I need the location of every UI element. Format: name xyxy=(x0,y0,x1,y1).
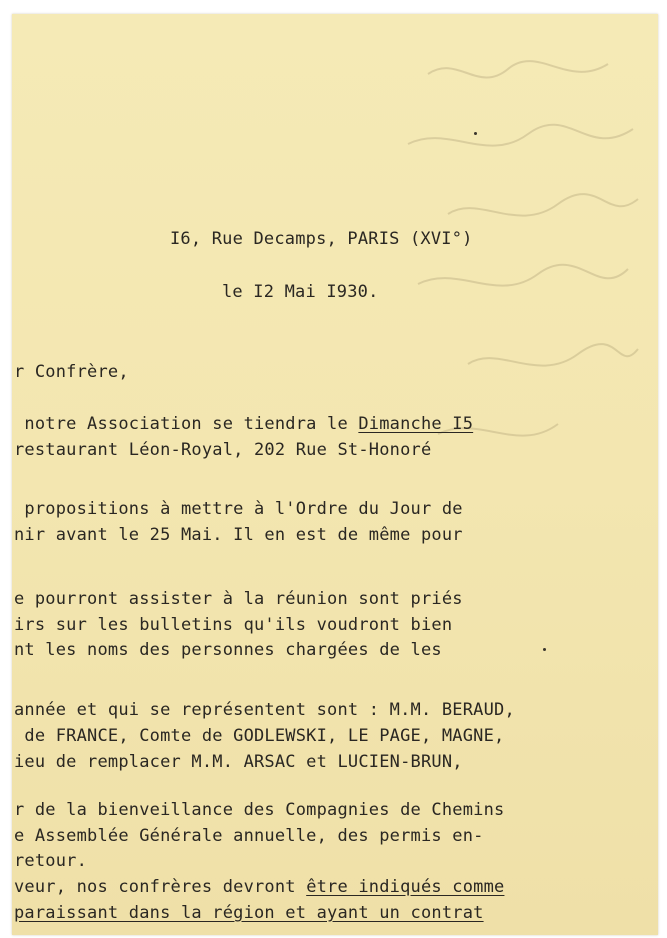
ink-speck xyxy=(543,648,546,651)
paragraph-4-line-3: ieu de remplacer M.M. ARSAC et LUCIEN-BRUN, xyxy=(14,752,463,772)
paragraph-5-line-1: r de la bienveillance des Compagnies de Chemins xyxy=(14,800,505,820)
paragraph-5-line-2: e Assemblée Générale annuelle, des permis en- xyxy=(14,826,484,846)
sender-address: I6, Rue Decamps, PARIS (XVI°) xyxy=(170,229,473,249)
paragraph-3-line-3: nt les noms des personnes chargées de les xyxy=(14,640,442,660)
underlined-phrase-1: être indiqués comme xyxy=(306,877,505,897)
paragraph-4-line-1: année et qui se représentent sont : M.M. BERAUD, xyxy=(14,700,515,720)
meeting-date-underlined: Dimanche I5 xyxy=(358,414,474,434)
paragraph-1-line-1 xyxy=(14,414,473,434)
salutation: r Confrère, xyxy=(14,362,129,382)
paragraph-5-line-5 xyxy=(14,903,484,923)
paragraph-5-line-4-text: veur, nos confrères devront xyxy=(14,877,307,897)
paragraph-2-line-1: propositions à mettre à l'Ordre du Jour de xyxy=(14,499,463,519)
paragraph-3-line-2: irs sur les bulletins qu'ils voudront bien xyxy=(14,615,453,635)
underlined-phrase-2: paraissant dans la région et ayant un contrat xyxy=(14,903,484,923)
paragraph-4-line-2: de FRANCE, Comte de GODLEWSKI, LE PAGE, MAGNE, xyxy=(14,726,505,746)
paragraph-2-line-2: nir avant le 25 Mai. Il en est de même pour xyxy=(14,525,463,545)
paragraph-1-line-1-text: notre Association se tiendra le xyxy=(14,414,359,434)
letter-date: le I2 Mai I930. xyxy=(222,282,379,302)
letter-page xyxy=(12,14,658,935)
paragraph-5-line-4 xyxy=(14,877,504,897)
paragraph-1-line-2: restaurant Léon-Royal, 202 Rue St-Honoré xyxy=(14,440,432,460)
ink-speck-top xyxy=(474,132,477,135)
paragraph-3-line-1: e pourront assister à la réunion sont priés xyxy=(14,589,463,609)
paragraph-5-line-3: retour. xyxy=(14,851,88,871)
